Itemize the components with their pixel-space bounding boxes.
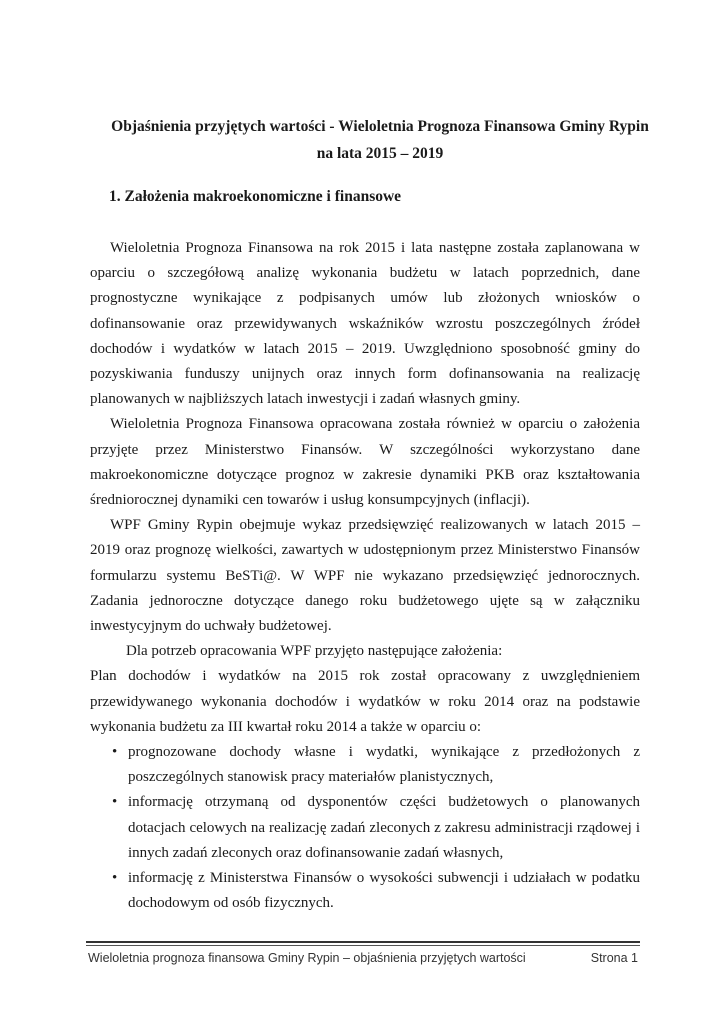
bullet-icon: • xyxy=(112,870,118,887)
list-item xyxy=(90,790,640,866)
page-number: Strona 1 xyxy=(590,951,638,965)
document-body xyxy=(90,236,640,916)
bullet-icon: • xyxy=(112,744,118,761)
list-item-text: informację z Ministerstwa Finansów o wysokości subwencji i udziałach w podatku dochodowym od osób fizycznych. xyxy=(128,870,640,912)
footer-divider-thin xyxy=(86,945,640,946)
footer-divider xyxy=(86,941,640,943)
bullet-list xyxy=(90,740,640,916)
section-heading: 1. Założenia makroekonomiczne i finansowe xyxy=(109,188,402,205)
list-item xyxy=(90,866,640,916)
title-line-1: Objaśnienia przyjętych wartości - Wieloletnia Prognoza Finansowa Gminy Rypin xyxy=(111,118,649,135)
list-item xyxy=(90,740,640,790)
bullet-icon: • xyxy=(112,794,118,811)
paragraph: Dla potrzeb opracowania WPF przyjęto następujące założenia: xyxy=(126,643,503,660)
title-line-2: na lata 2015 – 2019 xyxy=(316,145,444,162)
footer-title: Wieloletnia prognoza finansowa Gminy Rypin – objaśnienia przyjętych wartości xyxy=(88,951,526,965)
paragraph: Wieloletnia Prognoza Finansowa opracowana została również w oparciu o założenia przyjęte przez Ministerstwo Finansów. W szczególności wykorzystano dane makroekonomiczne dotyczące prognoz w zakresie dynamiki PKB oraz kształtowania średniorocznej dynamiki cen towarów i usług konsumpcyjnych (inflacji). xyxy=(90,416,640,509)
paragraph: Wieloletnia Prognoza Finansowa na rok 2015 i lata następne została zaplanowana w oparciu o szczegółową analizę wykonania budżetu w latach poprzednich, dane prognostyczne wynikające z podpisanych umów lub złożonych wniosków o dofinansowanie oraz przewidywanych wskaźników wzrostu poszczególnych źródeł dochodów i wydatków w latach 2015 – 2019. Uwzględniono sposobność gminy do pozyskiwania funduszy unijnych oraz innych form dofinansowania na realizację planowanych w najbliższych latach inwestycji i zadań własnych gminy. xyxy=(90,240,640,408)
paragraph: WPF Gminy Rypin obejmuje wykaz przedsięwzięć realizowanych w latach 2015 – 2019 oraz prognozę wielkości, zawartych w udostępnionym przez Ministerstwo Finansów formularzu systemu BeSTi@. W WPF nie wykazano przedsięwzięć jednorocznych. Zadania jednoroczne dotyczące danego roku budżetowego ujęte są w załączniku inwestycyjnym do uchwały budżetowej. xyxy=(90,517,640,635)
document-title xyxy=(80,113,680,167)
paragraph: Plan dochodów i wydatków na 2015 rok został opracowany z uwzględnieniem przewidywanego wykonania dochodów i wydatków w roku 2014 oraz na podstawie wykonania budżetu za III kwartał roku 2014 a także w oparciu o: xyxy=(90,668,640,735)
list-item-text: informację otrzymaną od dysponentów części budżetowych o planowanych dotacjach celowych na realizację zadań zleconych z zakresu administracji rządowej i innych zadań zleconych oraz dofinansowanie zadań własnych, xyxy=(128,794,640,861)
list-item-text: prognozowane dochody własne i wydatki, wynikające z przedłożonych z poszczególnych stanowisk pracy materiałów planistycznych, xyxy=(128,744,640,786)
